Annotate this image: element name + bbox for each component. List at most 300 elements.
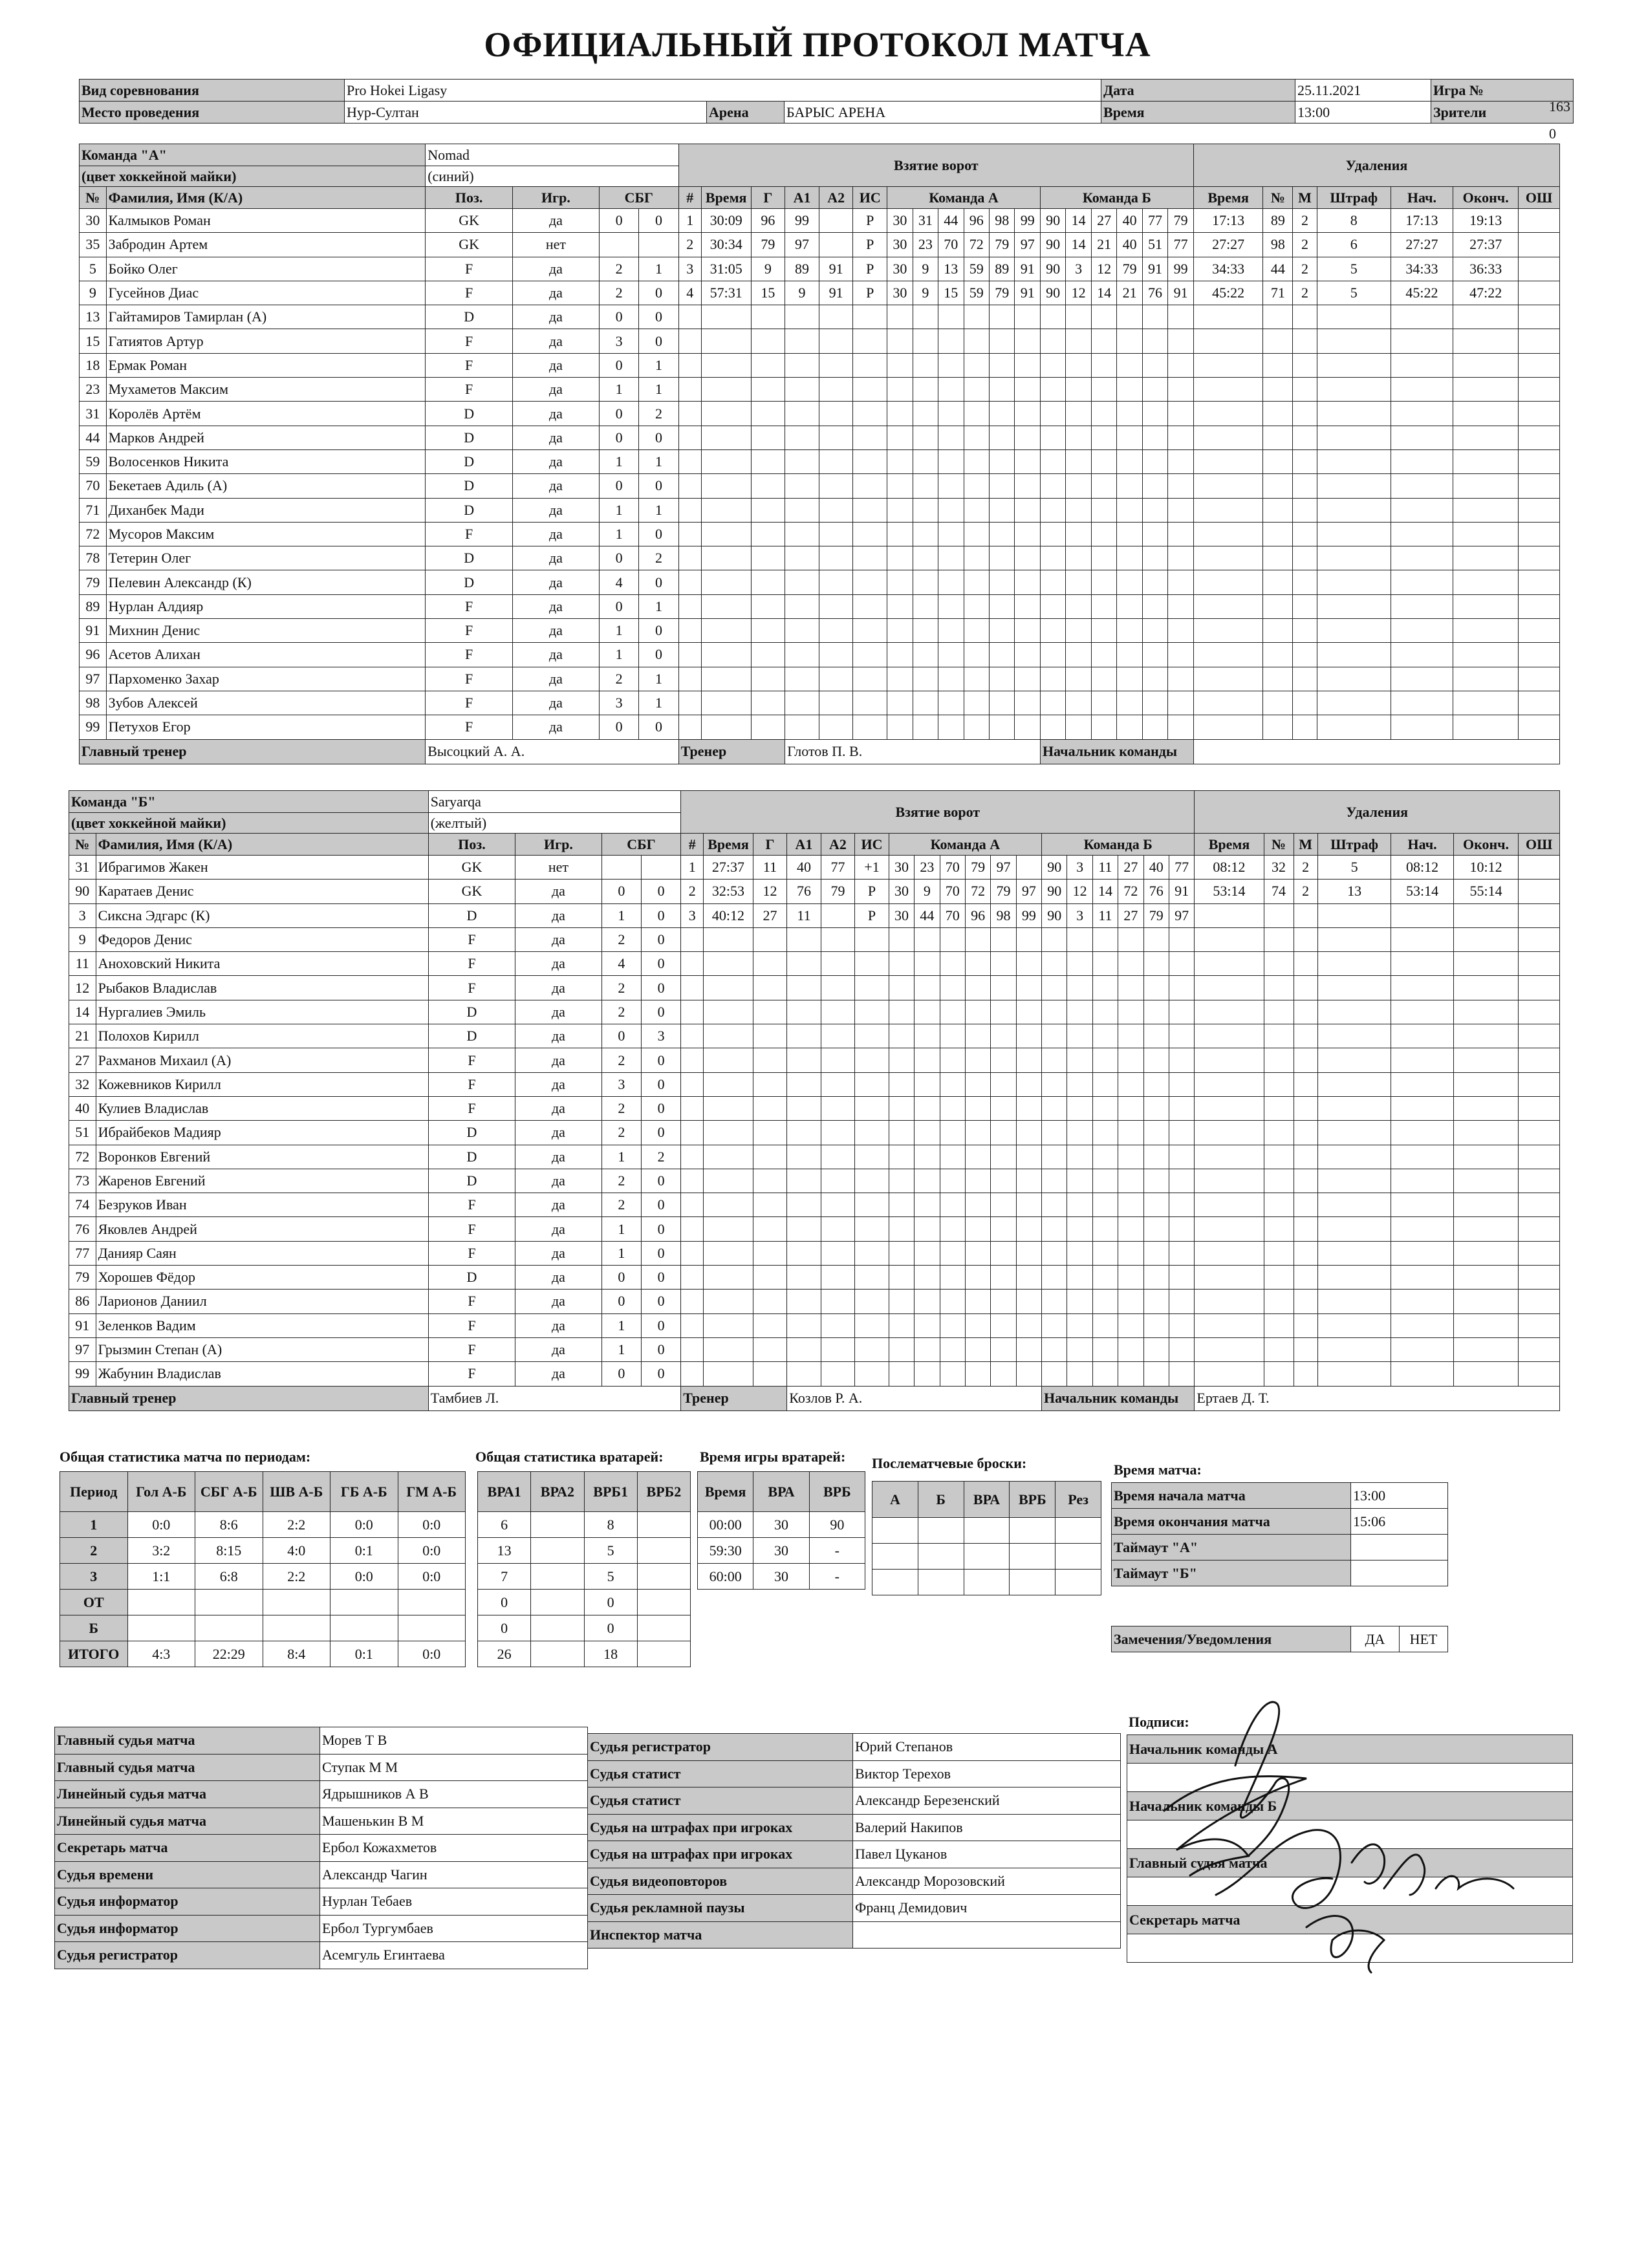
goal-empty-cell xyxy=(1117,498,1142,522)
gtTbl-head-0: Время xyxy=(698,1472,753,1512)
goal-empty-cell xyxy=(1117,594,1142,618)
onice-a: 30 xyxy=(887,233,913,257)
pen-empty-cell xyxy=(1294,1048,1317,1072)
goal-empty-cell xyxy=(1040,426,1065,449)
periodTbl-cell: 3:2 xyxy=(127,1538,195,1564)
player-played: да xyxy=(515,1000,601,1024)
goal-empty-cell xyxy=(1092,1024,1118,1048)
goal-empty-cell xyxy=(1143,976,1169,1000)
goal-empty-cell xyxy=(1042,1169,1067,1193)
goal-empty-cell xyxy=(787,1362,821,1386)
goal-empty-cell xyxy=(1042,1313,1067,1337)
pen-empty-cell xyxy=(1263,546,1293,570)
goal-empty-cell xyxy=(964,643,989,667)
player-played: нет xyxy=(513,233,600,257)
goal-empty-cell xyxy=(1040,449,1065,473)
goal-empty-cell xyxy=(965,927,990,951)
goal-empty-cell xyxy=(1142,498,1167,522)
goal-empty-cell xyxy=(887,619,913,643)
pen-empty-cell xyxy=(1294,1241,1317,1265)
goal-empty-cell xyxy=(1040,498,1065,522)
pen-col-header-2: М xyxy=(1294,834,1317,856)
goal-col-header-1: Время xyxy=(701,187,751,209)
goal-empty-cell xyxy=(913,594,938,618)
goal-empty-cell xyxy=(753,1096,787,1120)
pen-empty-cell xyxy=(1453,353,1519,377)
pen-empty-cell xyxy=(1195,1362,1264,1386)
goal-assist-2: 77 xyxy=(821,856,855,880)
periodTbl-cell: 2:2 xyxy=(263,1564,330,1590)
goal-empty-cell xyxy=(751,474,785,498)
goal-empty-cell xyxy=(753,1048,787,1072)
pen-minutes: 2 xyxy=(1294,880,1317,903)
goal-empty-cell xyxy=(1168,691,1194,715)
player-played: да xyxy=(513,498,600,522)
goal-empty-cell xyxy=(889,1121,914,1145)
goal-empty-cell xyxy=(1117,305,1142,329)
pen-empty-cell xyxy=(1317,1290,1391,1313)
player-name: Королёв Артём xyxy=(106,402,426,426)
onice-a: 98 xyxy=(991,903,1016,927)
signature-label: Секретарь матча xyxy=(1127,1906,1573,1934)
player-position: F xyxy=(428,1241,515,1265)
pen-empty-cell xyxy=(1317,1145,1391,1169)
goal-empty-cell xyxy=(1142,570,1167,594)
goal-empty-cell xyxy=(965,1241,990,1265)
player-sog-1: 1 xyxy=(599,449,638,473)
pen-start: 45:22 xyxy=(1391,281,1453,305)
pen-empty-cell xyxy=(1263,474,1293,498)
goal-empty-cell xyxy=(853,353,887,377)
player-sog-2: 0 xyxy=(639,426,678,449)
pen-empty-cell xyxy=(1453,1193,1519,1217)
gkTbl-cell: 0 xyxy=(478,1615,531,1641)
player-played: да xyxy=(513,209,600,233)
signature-stroke-1 xyxy=(1235,1702,1289,1856)
periodTbl-cell: 0:0 xyxy=(330,1512,398,1538)
goal-empty-cell xyxy=(1066,643,1091,667)
goal-empty-cell xyxy=(1042,1337,1067,1361)
goal-empty-cell xyxy=(913,474,938,498)
player-row xyxy=(69,1337,1560,1361)
goal-empty-cell xyxy=(1118,1313,1143,1337)
onice-b: 91 xyxy=(1168,281,1194,305)
goal-empty-cell xyxy=(1091,570,1116,594)
remarks-yes: ДА xyxy=(1351,1626,1400,1652)
player-number: 77 xyxy=(69,1241,96,1265)
pen-osh xyxy=(1519,880,1560,903)
team-a-shirt-label: (цвет хоккейной майки) xyxy=(80,166,426,187)
pen-empty-cell xyxy=(1317,1072,1391,1096)
pen-empty-cell xyxy=(1195,1145,1264,1169)
official-role: Судья времени xyxy=(55,1861,320,1888)
onice-b: 79 xyxy=(1117,257,1142,281)
player-number: 97 xyxy=(80,667,107,691)
goal-empty-cell xyxy=(855,1024,889,1048)
pen-empty-cell xyxy=(1195,1072,1264,1096)
player-row xyxy=(80,474,1560,498)
goal-empty-cell xyxy=(1066,570,1091,594)
goal-assist-2: 91 xyxy=(819,281,853,305)
goal-empty-cell xyxy=(785,498,819,522)
onice-b: 91 xyxy=(1169,880,1195,903)
pen-empty-cell xyxy=(1317,570,1391,594)
pen-empty-cell xyxy=(1391,522,1453,546)
periodTbl-cell xyxy=(263,1590,330,1615)
official-role: Судья статист xyxy=(588,1787,853,1815)
goal-empty-cell xyxy=(821,1024,855,1048)
periodTbl-cell: Б xyxy=(60,1615,128,1641)
player-row xyxy=(69,1048,1560,1072)
goal-empty-cell xyxy=(681,1000,704,1024)
player-played: да xyxy=(513,257,600,281)
pen-empty-cell xyxy=(1264,1121,1294,1145)
pen-empty-cell xyxy=(1317,594,1391,618)
player-name: Данияр Саян xyxy=(96,1241,428,1265)
player-position: D xyxy=(428,1121,515,1145)
player-number: 72 xyxy=(80,522,107,546)
goal-situation: Р xyxy=(853,209,887,233)
goal-empty-cell xyxy=(753,1145,787,1169)
goal-empty-cell xyxy=(913,619,938,643)
goal-empty-cell xyxy=(1118,952,1143,976)
onice-b: 21 xyxy=(1117,281,1142,305)
pen-empty-cell xyxy=(1294,1362,1317,1386)
gkTbl-cell xyxy=(637,1590,690,1615)
goal-empty-cell xyxy=(704,1096,753,1120)
goal-empty-cell xyxy=(913,643,938,667)
player-number: 40 xyxy=(69,1096,96,1120)
player-row xyxy=(69,903,1560,927)
pen-empty-cell xyxy=(1519,1266,1560,1290)
onice-b: 90 xyxy=(1040,233,1065,257)
goal-empty-cell xyxy=(701,426,751,449)
goal-empty-cell xyxy=(701,474,751,498)
player-name: Нурлан Алдияр xyxy=(106,594,426,618)
goal-empty-cell xyxy=(1169,1024,1195,1048)
goal-empty-cell xyxy=(889,1024,914,1048)
goal-empty-cell xyxy=(1092,1241,1118,1265)
goal-empty-cell xyxy=(855,1169,889,1193)
goal-empty-cell xyxy=(1168,619,1194,643)
team-b-name: Saryarqa xyxy=(428,791,681,813)
goal-empty-cell xyxy=(991,1290,1016,1313)
onice-b: 14 xyxy=(1091,281,1116,305)
pen-empty-cell xyxy=(1193,474,1262,498)
goal-empty-cell xyxy=(965,1313,990,1337)
goal-empty-cell xyxy=(785,570,819,594)
gkTbl-head-2: ВРБ1 xyxy=(584,1472,637,1512)
player-played: да xyxy=(515,976,601,1000)
official-role: Линейный судья матча xyxy=(55,1808,320,1835)
official-role: Судья регистратор xyxy=(588,1734,853,1761)
goal-empty-cell xyxy=(819,474,853,498)
goal-empty-cell xyxy=(1067,1121,1092,1145)
goal-empty-cell xyxy=(1016,927,1041,951)
pen-empty-cell xyxy=(1453,667,1519,691)
pen-empty-cell xyxy=(1391,619,1453,643)
player-name: Хорошев Фёдор xyxy=(96,1266,428,1290)
pen-col-header-0: Время xyxy=(1195,834,1264,856)
goal-empty-cell xyxy=(855,1048,889,1072)
goal-empty-cell xyxy=(1042,1290,1067,1313)
goal-empty-cell xyxy=(964,570,989,594)
pen-empty-cell xyxy=(1453,619,1519,643)
goal-empty-cell xyxy=(753,1217,787,1241)
onice-b: 14 xyxy=(1092,880,1118,903)
pen-empty-cell xyxy=(1391,1048,1453,1072)
goal-empty-cell xyxy=(1067,1313,1092,1337)
player-played: да xyxy=(515,927,601,951)
goal-empty-cell xyxy=(965,1217,990,1241)
goal-empty-cell xyxy=(704,1362,753,1386)
goal-empty-cell xyxy=(1042,1266,1067,1290)
onice-b: 76 xyxy=(1142,281,1167,305)
goal-empty-cell xyxy=(965,1362,990,1386)
player-sog-1: 4 xyxy=(601,952,641,976)
official-name: Машенькин В М xyxy=(320,1808,588,1835)
pen-empty-cell xyxy=(1317,643,1391,667)
goal-empty-cell xyxy=(681,1290,704,1313)
goal-empty-cell xyxy=(889,1000,914,1024)
pen-empty-cell xyxy=(1293,474,1317,498)
signature-label: Начальник команды Б xyxy=(1127,1792,1573,1820)
pen-empty-cell xyxy=(1519,1072,1560,1096)
player-position: D xyxy=(428,1145,515,1169)
player-name: Воронков Евгений xyxy=(96,1145,428,1169)
player-name: Пархоменко Захар xyxy=(106,667,426,691)
match-time-title: Время матча: xyxy=(1114,1462,1202,1478)
goal-empty-cell xyxy=(853,643,887,667)
onice-b: 27 xyxy=(1118,856,1143,880)
player-sog-2: 0 xyxy=(641,903,680,927)
pen-osh xyxy=(1519,856,1560,880)
goal-empty-cell xyxy=(753,1169,787,1193)
goal-empty-cell xyxy=(965,1072,990,1096)
goal-empty-cell xyxy=(991,1266,1016,1290)
goal-empty-cell xyxy=(940,1313,965,1337)
goal-empty-cell xyxy=(1091,522,1116,546)
goal-empty-cell xyxy=(1091,691,1116,715)
pen-col-header-1: № xyxy=(1264,834,1294,856)
pen-empty-cell xyxy=(1317,449,1391,473)
player-position: F xyxy=(428,952,515,976)
goal-empty-cell xyxy=(990,474,1015,498)
goal-empty-cell xyxy=(853,498,887,522)
pen-empty-cell xyxy=(1391,715,1453,739)
goal-empty-cell xyxy=(819,449,853,473)
goal-empty-cell xyxy=(704,952,753,976)
col-name-header: Фамилия, Имя (К/А) xyxy=(106,187,426,209)
goal-empty-cell xyxy=(1067,1337,1092,1361)
pen-time: 27:27 xyxy=(1193,233,1262,257)
goal-empty-cell xyxy=(1118,1145,1143,1169)
player-sog-1: 0 xyxy=(599,426,638,449)
player-sog-2: 0 xyxy=(641,1072,680,1096)
player-sog-2: 0 xyxy=(639,643,678,667)
goal-empty-cell xyxy=(913,402,938,426)
goal-empty-cell xyxy=(938,329,964,353)
player-sog-2: 0 xyxy=(641,1313,680,1337)
player-position: F xyxy=(426,378,513,402)
player-position: F xyxy=(426,257,513,281)
official-name: Франц Демидович xyxy=(853,1895,1121,1922)
shootout-cell xyxy=(964,1570,1010,1595)
goal-empty-cell xyxy=(1143,1290,1169,1313)
player-sog-1: 0 xyxy=(599,594,638,618)
pen-empty-cell xyxy=(1294,1121,1317,1145)
goal-empty-cell xyxy=(1169,1241,1195,1265)
goal-empty-cell xyxy=(787,1000,821,1024)
goal-empty-cell xyxy=(1169,927,1195,951)
pen-empty-cell xyxy=(1519,1193,1560,1217)
player-played: да xyxy=(515,1241,601,1265)
player-row xyxy=(80,329,1560,353)
goal-empty-cell xyxy=(704,1121,753,1145)
periodTbl-cell: ИТОГО xyxy=(60,1641,128,1667)
goal-empty-cell xyxy=(1118,1024,1143,1048)
player-name: Грызмин Степан (А) xyxy=(96,1337,428,1361)
goal-empty-cell xyxy=(965,1266,990,1290)
goal-empty-cell xyxy=(938,643,964,667)
goal-empty-cell xyxy=(1092,1290,1118,1313)
player-sog-2: 1 xyxy=(639,257,678,281)
goal-number: 1 xyxy=(678,209,701,233)
goal-empty-cell xyxy=(1067,1145,1092,1169)
player-row xyxy=(80,281,1560,305)
player-sog-1: 2 xyxy=(599,257,638,281)
goal-empty-cell xyxy=(1092,927,1118,951)
pen-empty-cell xyxy=(1263,667,1293,691)
head-coach-name: Высоцкий А. А. xyxy=(426,739,679,764)
goal-empty-cell xyxy=(701,378,751,402)
pen-empty-cell xyxy=(1453,927,1519,951)
goal-empty-cell xyxy=(1168,305,1194,329)
pen-empty-cell xyxy=(1263,498,1293,522)
goal-empty-cell xyxy=(1042,1096,1067,1120)
pen-empty-cell xyxy=(1195,1024,1264,1048)
pen-empty-cell xyxy=(1294,1096,1317,1120)
goal-empty-cell xyxy=(1118,927,1143,951)
player-position: F xyxy=(428,1217,515,1241)
goal-empty-cell xyxy=(964,619,989,643)
goal-empty-cell xyxy=(887,426,913,449)
player-number: 72 xyxy=(69,1145,96,1169)
goal-empty-cell xyxy=(704,1145,753,1169)
pen-empty-cell xyxy=(1453,546,1519,570)
time-value: 13:00 xyxy=(1295,102,1431,124)
goal-empty-cell xyxy=(938,691,964,715)
goal-empty-cell xyxy=(785,667,819,691)
player-position: F xyxy=(428,1096,515,1120)
pen-empty-cell xyxy=(1293,570,1317,594)
goal-empty-cell xyxy=(991,927,1016,951)
gkTbl-cell xyxy=(531,1564,584,1590)
shootout-head-2: ВРА xyxy=(964,1482,1010,1518)
periodTbl-cell: ОТ xyxy=(60,1590,128,1615)
goal-empty-cell xyxy=(938,546,964,570)
pen-empty-cell xyxy=(1519,1217,1560,1241)
pen-end: 47:22 xyxy=(1453,281,1519,305)
goal-empty-cell xyxy=(915,1241,940,1265)
periodTbl-cell: 0:0 xyxy=(127,1512,195,1538)
goal-empty-cell xyxy=(819,546,853,570)
pen-empty-cell xyxy=(1263,353,1293,377)
goal-empty-cell xyxy=(1066,546,1091,570)
player-name: Пелевин Александр (К) xyxy=(106,570,426,594)
goal-empty-cell xyxy=(751,426,785,449)
goal-empty-cell xyxy=(991,1048,1016,1072)
goal-empty-cell xyxy=(915,1193,940,1217)
goal-empty-cell xyxy=(1118,1096,1143,1120)
goal-number: 1 xyxy=(681,856,704,880)
goal-empty-cell xyxy=(990,546,1015,570)
onice-b: 12 xyxy=(1067,880,1092,903)
goal-empty-cell xyxy=(1168,498,1194,522)
goal-empty-cell xyxy=(1118,1121,1143,1145)
pen-empty-cell xyxy=(1317,1217,1391,1241)
player-sog-2: 0 xyxy=(641,1290,680,1313)
goal-empty-cell xyxy=(1092,1096,1118,1120)
onice-b: 11 xyxy=(1092,903,1118,927)
player-row xyxy=(69,1000,1560,1024)
onice-b: 99 xyxy=(1168,257,1194,281)
goal-empty-cell xyxy=(701,546,751,570)
player-played: да xyxy=(513,715,600,739)
goal-empty-cell xyxy=(1067,927,1092,951)
team-b-table xyxy=(69,790,1560,1411)
coach-label: Тренер xyxy=(678,739,785,764)
player-sog-1: 3 xyxy=(599,691,638,715)
goal-empty-cell xyxy=(990,594,1015,618)
player-name: Ларионов Даниил xyxy=(96,1290,428,1313)
goal-empty-cell xyxy=(819,498,853,522)
officials-left-table xyxy=(54,1727,588,1969)
goal-empty-cell xyxy=(1168,594,1194,618)
goal-empty-cell xyxy=(964,594,989,618)
pen-empty-cell xyxy=(1195,1121,1264,1145)
goal-empty-cell xyxy=(1169,952,1195,976)
goal-empty-cell xyxy=(1067,1241,1092,1265)
player-position: D xyxy=(426,546,513,570)
goal-empty-cell xyxy=(819,594,853,618)
goal-empty-cell xyxy=(1143,1121,1169,1145)
player-position: F xyxy=(428,1193,515,1217)
player-name: Михнин Денис xyxy=(106,619,426,643)
player-name: Гусейнов Диас xyxy=(106,281,426,305)
pen-empty-cell xyxy=(1263,643,1293,667)
player-number: 3 xyxy=(69,903,96,927)
player-row xyxy=(80,233,1560,257)
goal-empty-cell xyxy=(913,305,938,329)
goal-assist-1: 11 xyxy=(787,903,821,927)
player-position: F xyxy=(426,353,513,377)
goal-empty-cell xyxy=(751,353,785,377)
official-name: Павел Цуканов xyxy=(853,1841,1121,1868)
match-time-label: Таймаут "Б" xyxy=(1112,1561,1351,1586)
goal-empty-cell xyxy=(990,449,1015,473)
goal-empty-cell xyxy=(678,522,701,546)
player-sog-2: 0 xyxy=(639,209,678,233)
goal-empty-cell xyxy=(681,1169,704,1193)
pen-empty-cell xyxy=(1317,353,1391,377)
pen-empty-cell xyxy=(1519,522,1560,546)
pen-empty-cell xyxy=(1293,594,1317,618)
pen-empty-cell xyxy=(1294,1313,1317,1337)
pen-player: 98 xyxy=(1263,233,1293,257)
goal-empty-cell xyxy=(940,1096,965,1120)
goal-empty-cell xyxy=(938,715,964,739)
